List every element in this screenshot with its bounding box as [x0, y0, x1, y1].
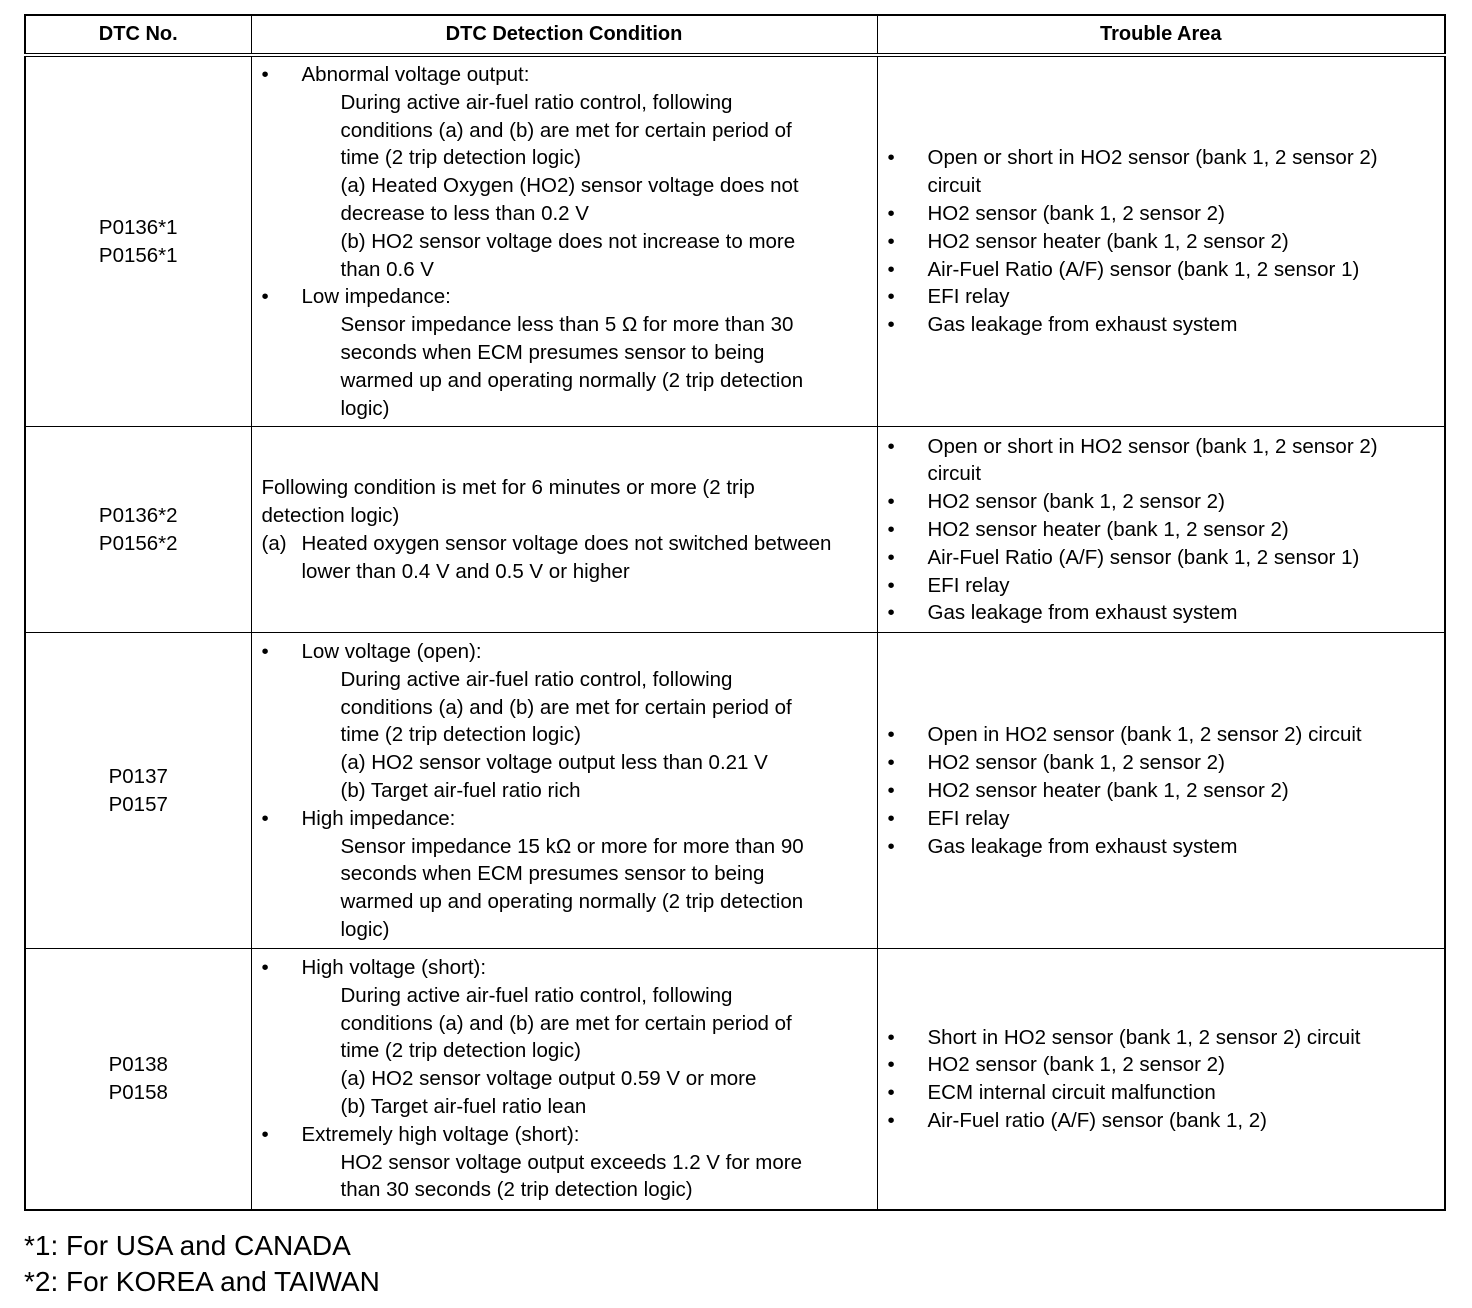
dtc-code: P0136*2	[98, 504, 178, 528]
dtc-code: P0157	[108, 792, 168, 816]
condition-bullet: • Low impedance:	[262, 283, 869, 311]
table-header-row	[25, 15, 1445, 55]
condition-text: detection logic)	[261, 504, 400, 528]
dtc-code: P0136*1	[98, 215, 178, 239]
trouble-area-item: • Gas leakage from exhaust system	[888, 599, 1437, 627]
condition-bullet: • Extremely high voltage (short):	[262, 1121, 869, 1149]
trouble-area-cell	[877, 55, 1445, 427]
trouble-area-cell	[877, 949, 1445, 1210]
condition-detail: Sensor impedance 15 kΩ or more for more than 90	[340, 834, 804, 858]
condition-detail: (a) HO2 sensor voltage output less than 0.21 V	[340, 751, 768, 775]
condition-detail: warmed up and operating normally (2 trip detection	[340, 890, 804, 914]
condition-detail: (a) Heated Oxygen (HO2) sensor voltage does not	[340, 174, 799, 198]
dtc-table	[24, 14, 1446, 1211]
condition-detail: During active air-fuel ratio control, following	[340, 983, 733, 1007]
trouble-area-item: • Short in HO2 sensor (bank 1, 2 sensor 2) circuit	[888, 1024, 1437, 1052]
condition-detail: During active air-fuel ratio control, following	[340, 90, 733, 114]
condition-detail: warmed up and operating normally (2 trip detection	[340, 368, 804, 392]
header-detection-condition: DTC Detection Condition	[251, 15, 877, 55]
table-row	[25, 427, 1445, 633]
condition-detail: seconds when ECM presumes sensor to being	[340, 862, 765, 886]
trouble-area-item: • HO2 sensor (bank 1, 2 sensor 2)	[888, 749, 1437, 777]
dtc-code-cell	[25, 949, 251, 1210]
table-row	[25, 633, 1445, 949]
trouble-area-item: • Air-Fuel ratio (A/F) sensor (bank 1, 2)	[888, 1107, 1437, 1135]
dtc-code-cell	[25, 55, 251, 427]
table-row	[25, 55, 1445, 427]
condition-bullet: • High impedance:	[262, 805, 869, 833]
trouble-area-item: • Air-Fuel Ratio (A/F) sensor (bank 1, 2 sensor 1)	[888, 256, 1437, 284]
trouble-area-item: • EFI relay	[888, 805, 1437, 833]
condition-item-text: Heated oxygen sensor voltage does not switched between lower than 0.4 V and 0.5 V or higher	[301, 531, 832, 583]
condition-detail: (b) Target air-fuel ratio lean	[340, 1095, 587, 1118]
condition-detail: conditions (a) and (b) are met for certain period of	[340, 118, 792, 142]
condition-detail: logic)	[340, 917, 390, 941]
condition-detail: During active air-fuel ratio control, following	[340, 667, 733, 691]
header-dtc-no: DTC No.	[25, 15, 251, 55]
condition-detail: time (2 trip detection logic)	[340, 1039, 581, 1063]
dtc-code: P0156*2	[98, 531, 178, 555]
condition-detail: Sensor impedance less than 5 Ω for more than 30	[340, 313, 794, 337]
condition-detail: (a) HO2 sensor voltage output 0.59 V or more	[340, 1067, 757, 1091]
condition-text: Following condition is met for 6 minutes or more (2 trip	[261, 476, 755, 500]
trouble-area-item: • ECM internal circuit malfunction	[888, 1079, 1437, 1107]
dtc-code: P0137	[108, 765, 168, 789]
trouble-area-item: • HO2 sensor (bank 1, 2 sensor 2)	[888, 1051, 1437, 1079]
condition-detail: than 30 seconds (2 trip detection logic)	[340, 1178, 693, 1202]
condition-detail: (b) Target air-fuel ratio rich	[340, 778, 581, 802]
footnote: *2: For KOREA and TAIWAN	[24, 1266, 380, 1297]
condition-bullet: • High voltage (short):	[262, 954, 869, 982]
trouble-area-item: • HO2 sensor (bank 1, 2 sensor 2)	[888, 488, 1437, 516]
header-trouble-area: Trouble Area	[877, 15, 1445, 55]
detection-condition-cell	[251, 427, 877, 633]
dtc-code: P0158	[108, 1081, 168, 1105]
condition-item-label: (a)	[261, 531, 287, 555]
table-row	[25, 949, 1445, 1210]
detection-condition-cell	[251, 633, 877, 949]
condition-item	[262, 530, 869, 586]
trouble-area-item: • EFI relay	[888, 572, 1437, 600]
detection-condition-cell	[251, 55, 877, 427]
condition-bullet: • Low voltage (open):	[262, 638, 869, 666]
trouble-area-item: • Gas leakage from exhaust system	[888, 311, 1437, 339]
condition-detail: than 0.6 V	[340, 257, 434, 281]
trouble-area-item: • Air-Fuel Ratio (A/F) sensor (bank 1, 2 sensor 1)	[888, 544, 1437, 572]
dtc-code: P0138	[108, 1053, 168, 1077]
trouble-area-cell	[877, 633, 1445, 949]
trouble-area-item: • HO2 sensor heater (bank 1, 2 sensor 2)	[888, 228, 1437, 256]
dtc-code-cell	[25, 633, 251, 949]
table-body	[25, 55, 1445, 1210]
footnote: *1: For USA and CANADA	[24, 1230, 351, 1261]
dtc-code: P0156*1	[98, 243, 178, 267]
footnotes	[24, 1228, 380, 1300]
condition-detail: seconds when ECM presumes sensor to being	[340, 340, 765, 364]
condition-detail: time (2 trip detection logic)	[340, 723, 581, 747]
detection-condition-cell	[251, 949, 877, 1210]
trouble-area-item: • Gas leakage from exhaust system	[888, 833, 1437, 861]
condition-detail: decrease to less than 0.2 V	[340, 201, 589, 225]
condition-bullet: • Abnormal voltage output:	[262, 61, 869, 89]
condition-detail: conditions (a) and (b) are met for certain period of	[340, 695, 792, 719]
trouble-area-item: • Open or short in HO2 sensor (bank 1, 2 sensor 2) circuit	[888, 433, 1437, 489]
trouble-area-item: • Open or short in HO2 sensor (bank 1, 2 sensor 2) circuit	[888, 144, 1437, 200]
dtc-code-cell	[25, 427, 251, 633]
trouble-area-item: • Open in HO2 sensor (bank 1, 2 sensor 2) circuit	[888, 721, 1437, 749]
trouble-area-item: • EFI relay	[888, 283, 1437, 311]
trouble-area-item: • HO2 sensor (bank 1, 2 sensor 2)	[888, 200, 1437, 228]
trouble-area-item: • HO2 sensor heater (bank 1, 2 sensor 2)	[888, 516, 1437, 544]
condition-detail: (b) HO2 sensor voltage does not increase to more	[340, 229, 796, 253]
condition-detail: HO2 sensor voltage output exceeds 1.2 V for more	[340, 1150, 803, 1174]
condition-detail: time (2 trip detection logic)	[340, 146, 581, 170]
trouble-area-cell	[877, 427, 1445, 633]
condition-detail: conditions (a) and (b) are met for certain period of	[340, 1011, 792, 1035]
trouble-area-item: • HO2 sensor heater (bank 1, 2 sensor 2)	[888, 777, 1437, 805]
condition-detail: logic)	[340, 396, 390, 420]
